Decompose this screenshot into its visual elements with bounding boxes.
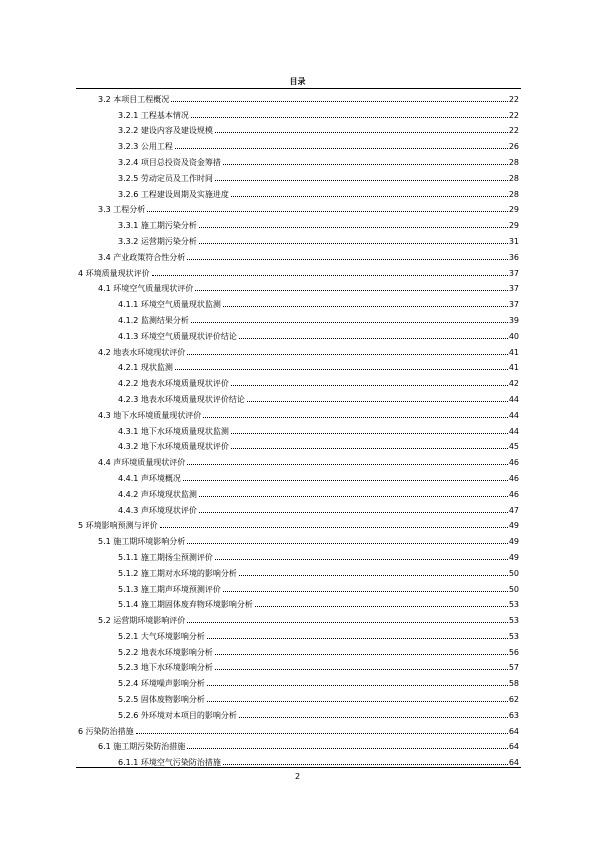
toc-entry-page: 44 xyxy=(508,394,519,404)
toc-entry[interactable] xyxy=(76,309,521,325)
toc-entry[interactable] xyxy=(76,135,521,151)
toc-dot-leader xyxy=(255,606,508,607)
toc-entry[interactable] xyxy=(76,578,521,594)
toc-dot-leader xyxy=(231,448,508,449)
toc-entry-label: 4.2 地表水环境现状评价 xyxy=(98,347,186,357)
toc-entry[interactable] xyxy=(76,499,521,515)
toc-entry-page: 22 xyxy=(508,110,519,120)
toc-entry[interactable] xyxy=(76,736,521,752)
toc-entry-label: 5.2 运营期环境影响评价 xyxy=(98,616,186,626)
toc-entry-label: 3.3.2 运营期污染分析 xyxy=(118,236,197,246)
toc-entry-page: 42 xyxy=(508,379,519,389)
toc-entry[interactable] xyxy=(76,562,521,578)
toc-entry[interactable] xyxy=(76,672,521,688)
toc-dot-leader xyxy=(231,433,508,434)
toc-dot-leader xyxy=(215,654,508,655)
toc-entry-page: 58 xyxy=(508,679,519,689)
toc-entry-label: 5.2.6 外环境对本项目的影响分析 xyxy=(118,710,237,720)
toc-entry-label: 4.4.1 声环境概况 xyxy=(118,473,181,483)
toc-entry-label: 3.2.5 劳动定员及工作时间 xyxy=(118,173,213,183)
toc-entry-page: 44 xyxy=(508,410,519,420)
toc-entry-page: 64 xyxy=(508,758,519,768)
toc-entry-page: 22 xyxy=(508,94,519,104)
toc-dot-leader xyxy=(239,717,508,718)
toc-dot-leader xyxy=(215,669,508,670)
toc-entry-label: 4.3 地下水环境质量现状评价 xyxy=(98,410,202,420)
toc-entry-label: 4.1.2 监测结果分析 xyxy=(118,315,189,325)
page-number: 2 xyxy=(294,772,301,781)
toc-entry-label: 6 污染防治措施 xyxy=(78,726,134,736)
toc-entry-page: 22 xyxy=(508,126,519,136)
toc-entry-label: 3.2 本项目工程概况 xyxy=(98,94,170,104)
toc-entry-label: 5.2.4 环境噪声影响分析 xyxy=(118,679,205,689)
toc-entry-label: 4.3.2 地下水环境质量现状评价 xyxy=(118,442,229,452)
toc-entry[interactable] xyxy=(76,483,521,499)
toc-entry[interactable] xyxy=(76,325,521,341)
toc-entry-label: 3.3.1 施工期污染分析 xyxy=(118,221,197,231)
toc-entry-label: 6.1.1 环境空气污染防治措施 xyxy=(118,758,221,768)
toc-dot-leader xyxy=(187,622,508,623)
toc-entry-page: 37 xyxy=(508,268,519,278)
toc-entry[interactable] xyxy=(76,594,521,610)
toc-dot-leader xyxy=(187,543,508,544)
toc-dot-leader xyxy=(223,764,508,765)
toc-entry-label: 3.4 产业政策符合性分析 xyxy=(98,252,186,262)
toc-dot-leader xyxy=(175,369,508,370)
toc-entry[interactable] xyxy=(76,404,521,420)
toc-entry[interactable] xyxy=(76,246,521,262)
toc-entry[interactable] xyxy=(76,104,521,120)
toc-entry-label: 4 环境质量现状评价 xyxy=(78,268,150,278)
toc-entry-label: 5.2.2 地表水环境影响分析 xyxy=(118,647,213,657)
toc-entry-label: 6.1 施工期污染防治措施 xyxy=(98,742,186,752)
toc-entry[interactable] xyxy=(76,657,521,673)
toc-entry-label: 5 环境影响预测与评价 xyxy=(78,521,158,531)
toc-entry[interactable] xyxy=(76,278,521,294)
toc-entry-page: 49 xyxy=(508,521,519,531)
toc-dot-leader xyxy=(191,117,508,118)
toc-entry-label: 3.2.3 公用工程 xyxy=(118,142,173,152)
toc-entry-page: 28 xyxy=(508,173,519,183)
toc-entry-label: 5.1.2 施工期对水环境的影响分析 xyxy=(118,568,237,578)
footer-rule xyxy=(76,767,521,768)
toc-entry-page: 63 xyxy=(508,710,519,720)
toc-entry[interactable] xyxy=(76,183,521,199)
toc-dot-leader xyxy=(239,575,508,576)
toc-entry-label: 4.2.1 现状监测 xyxy=(118,363,173,373)
toc-entry[interactable] xyxy=(76,151,521,167)
toc-dot-leader xyxy=(239,338,508,339)
toc-dot-leader xyxy=(215,132,508,133)
toc-entry[interactable] xyxy=(76,515,521,531)
toc-dot-leader xyxy=(223,591,508,592)
toc-dot-leader xyxy=(231,385,508,386)
toc-entry[interactable] xyxy=(76,641,521,657)
toc-entry-page: 26 xyxy=(508,142,519,152)
toc-dot-leader xyxy=(231,196,508,197)
toc-entry[interactable] xyxy=(76,388,521,404)
toc-entry-page: 49 xyxy=(508,537,519,547)
toc-entry[interactable] xyxy=(76,720,521,736)
toc-entry-label: 4.2.2 地表水环境质量现状评价 xyxy=(118,379,229,389)
toc-entry-label: 3.2.1 工程基本情况 xyxy=(118,110,189,120)
toc-entry[interactable] xyxy=(76,609,521,625)
toc-dot-leader xyxy=(136,733,508,734)
toc-entry[interactable] xyxy=(76,436,521,452)
toc-entry[interactable] xyxy=(76,546,521,562)
toc-dot-leader xyxy=(247,401,508,402)
toc-entry[interactable] xyxy=(76,751,521,767)
toc-dot-leader xyxy=(207,701,508,702)
toc-entry-page: 62 xyxy=(508,695,519,705)
toc-entry-page: 64 xyxy=(508,742,519,752)
toc-entry-page: 45 xyxy=(508,442,519,452)
toc-dot-leader xyxy=(187,748,508,749)
toc-dot-leader xyxy=(183,480,508,481)
toc-dot-leader xyxy=(199,243,508,244)
toc-entry-label: 5.1.1 施工期扬尘预测评价 xyxy=(118,552,213,562)
toc-dot-leader xyxy=(215,180,508,181)
toc-entry[interactable] xyxy=(76,341,521,357)
toc-entry-page: 40 xyxy=(508,331,519,341)
toc-entry-label: 5.1.4 施工期固体废弃物环境影响分析 xyxy=(118,600,253,610)
toc-entry-label: 4.2.3 地表水环境质量现状评价结论 xyxy=(118,394,245,404)
toc-dot-leader xyxy=(171,101,508,102)
toc-dot-leader xyxy=(175,148,508,149)
toc-entry[interactable] xyxy=(76,467,521,483)
toc-entry-label: 4.1.3 环境空气质量现状评价结论 xyxy=(118,331,237,341)
toc-entry-page: 46 xyxy=(508,489,519,499)
toc-entry-page: 28 xyxy=(508,189,519,199)
toc-entry-page: 53 xyxy=(508,631,519,641)
toc-entry-page: 41 xyxy=(508,347,519,357)
toc-dot-leader xyxy=(207,638,508,639)
toc-entry-label: 5.2.3 地下水环境影响分析 xyxy=(118,663,213,673)
toc-entry[interactable] xyxy=(76,451,521,467)
toc-dot-leader xyxy=(191,322,508,323)
toc-entry-label: 3.2.4 项目总投资及资金筹措 xyxy=(118,157,221,167)
toc-entry[interactable] xyxy=(76,530,521,546)
toc-entry[interactable] xyxy=(76,293,521,309)
table-of-contents xyxy=(76,88,521,767)
toc-entry-page: 36 xyxy=(508,252,519,262)
toc-dot-leader xyxy=(152,275,508,276)
toc-entry-page: 49 xyxy=(508,552,519,562)
toc-entry-label: 3.3 工程分析 xyxy=(98,205,146,215)
toc-entry-page: 53 xyxy=(508,616,519,626)
toc-entry-page: 50 xyxy=(508,584,519,594)
toc-entry[interactable] xyxy=(76,120,521,136)
toc-entry-page: 53 xyxy=(508,600,519,610)
toc-entry-label: 3.2.6 工程建设周期及实施进度 xyxy=(118,189,229,199)
toc-dot-leader xyxy=(199,227,508,228)
toc-entry-label: 4.3.1 地下水环境质量现状监测 xyxy=(118,426,229,436)
toc-dot-leader xyxy=(187,464,508,465)
toc-entry-label: 4.4.3 声环境现状评价 xyxy=(118,505,197,515)
toc-dot-leader xyxy=(207,685,508,686)
toc-entry-page: 37 xyxy=(508,300,519,310)
page-title: 目录 xyxy=(289,77,306,86)
toc-entry-page: 46 xyxy=(508,458,519,468)
toc-entry-page: 46 xyxy=(508,473,519,483)
toc-entry[interactable] xyxy=(76,372,521,388)
toc-entry-page: 56 xyxy=(508,647,519,657)
toc-dot-leader xyxy=(199,512,508,513)
toc-dot-leader xyxy=(203,417,508,418)
toc-entry-label: 3.2.2 建设内容及建设规模 xyxy=(118,126,213,136)
toc-entry-page: 50 xyxy=(508,568,519,578)
toc-entry-label: 4.4 声环境质量现状评价 xyxy=(98,458,186,468)
toc-entry[interactable] xyxy=(76,262,521,278)
toc-dot-leader xyxy=(195,290,508,291)
toc-dot-leader xyxy=(160,527,508,528)
toc-entry-page: 47 xyxy=(508,505,519,515)
toc-entry[interactable] xyxy=(76,199,521,215)
toc-entry[interactable] xyxy=(76,88,521,104)
toc-entry-label: 4.4.2 声环境现状监测 xyxy=(118,489,197,499)
toc-dot-leader xyxy=(187,259,508,260)
toc-entry[interactable] xyxy=(76,688,521,704)
toc-entry[interactable] xyxy=(76,230,521,246)
toc-entry-page: 29 xyxy=(508,205,519,215)
toc-entry[interactable] xyxy=(76,214,521,230)
toc-entry[interactable] xyxy=(76,357,521,373)
toc-entry[interactable] xyxy=(76,167,521,183)
toc-entry-label: 4.1 环境空气质量现状评价 xyxy=(98,284,194,294)
toc-dot-leader xyxy=(147,211,508,212)
toc-dot-leader xyxy=(199,496,508,497)
toc-entry-page: 44 xyxy=(508,426,519,436)
toc-entry-page: 39 xyxy=(508,315,519,325)
toc-entry-page: 28 xyxy=(508,157,519,167)
toc-entry-label: 5.1.3 施工期声环境预测评价 xyxy=(118,584,221,594)
toc-dot-leader xyxy=(187,354,508,355)
toc-entry[interactable] xyxy=(76,704,521,720)
toc-entry-label: 5.1 施工期环境影响分析 xyxy=(98,537,186,547)
toc-dot-leader xyxy=(223,164,508,165)
toc-entry-label: 4.1.1 环境空气质量现状监测 xyxy=(118,300,221,310)
toc-entry-page: 41 xyxy=(508,363,519,373)
toc-dot-leader xyxy=(223,306,508,307)
toc-entry[interactable] xyxy=(76,625,521,641)
toc-entry-label: 5.2.1 大气环境影响分析 xyxy=(118,631,205,641)
toc-entry-page: 29 xyxy=(508,221,519,231)
toc-entry-page: 57 xyxy=(508,663,519,673)
toc-entry[interactable] xyxy=(76,420,521,436)
toc-entry-page: 64 xyxy=(508,726,519,736)
toc-dot-leader xyxy=(215,559,508,560)
toc-entry-label: 5.2.5 固体废物影响分析 xyxy=(118,695,205,705)
toc-entry-page: 37 xyxy=(508,284,519,294)
toc-entry-page: 31 xyxy=(508,236,519,246)
